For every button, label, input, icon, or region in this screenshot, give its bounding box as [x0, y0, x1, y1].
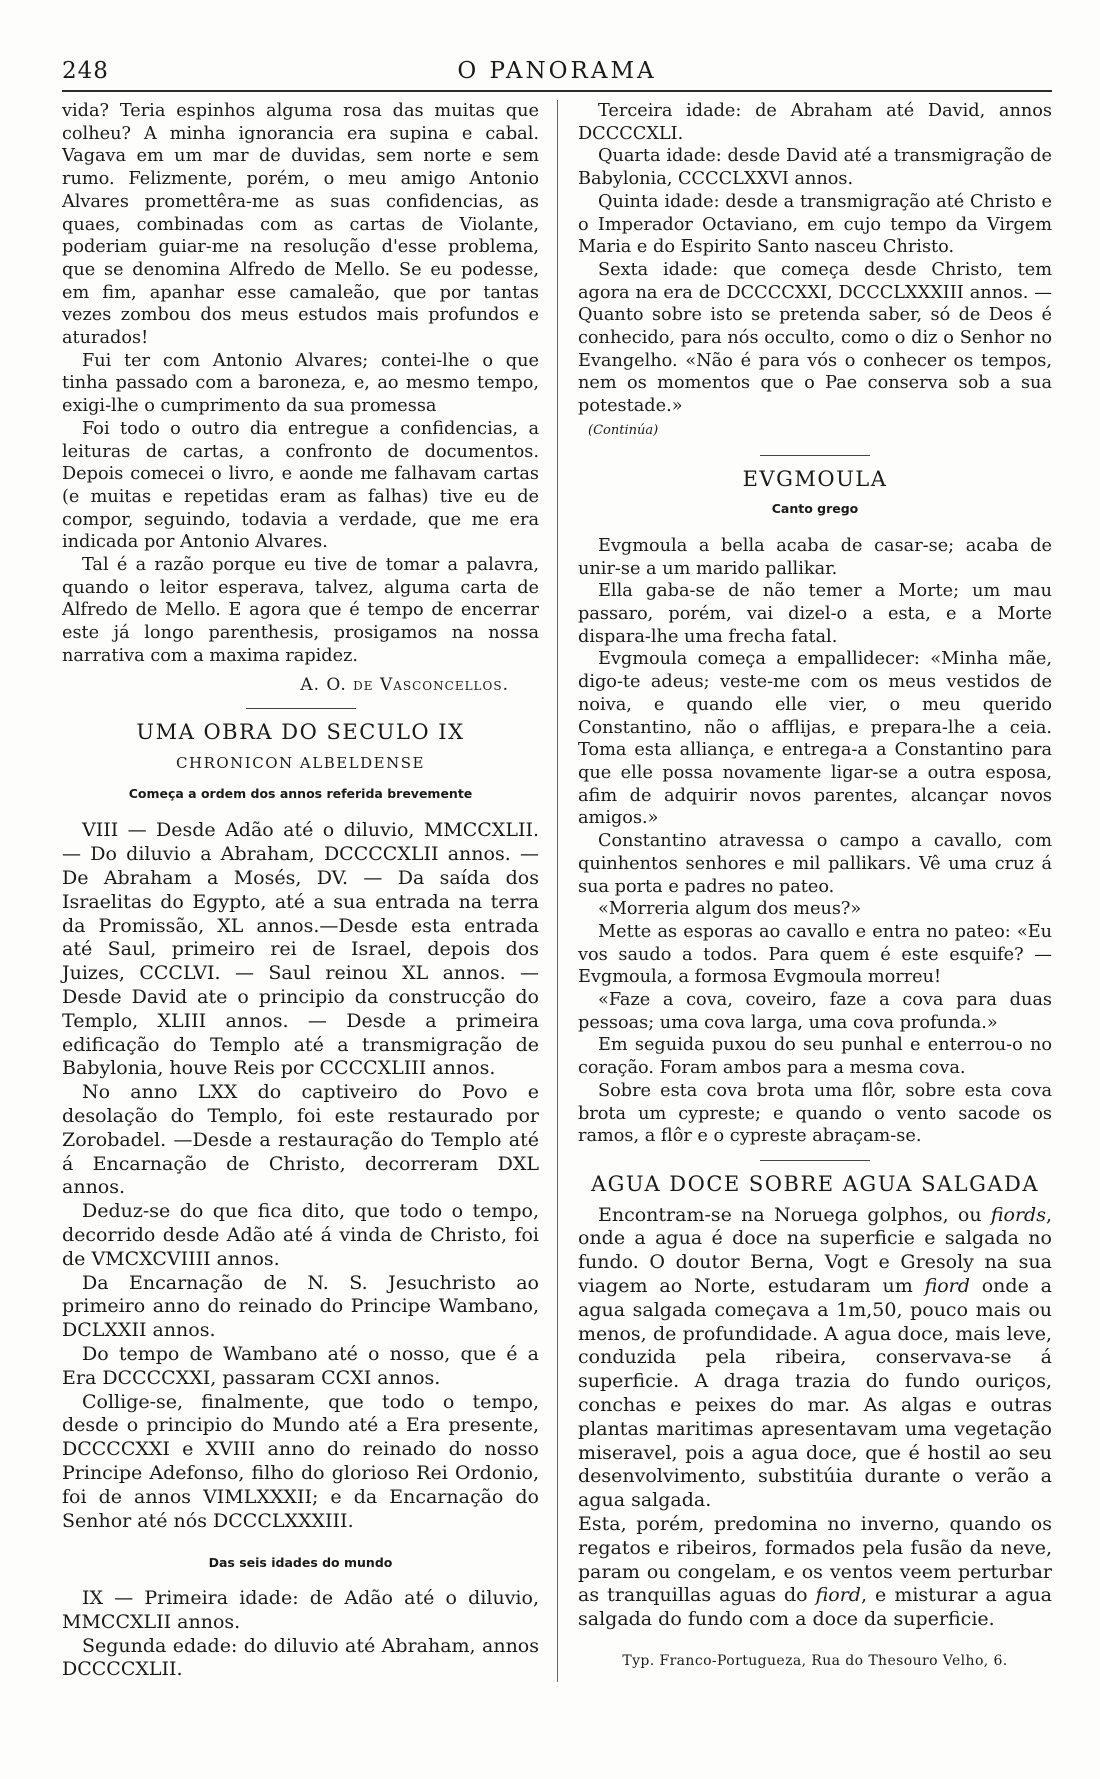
- text-run: Esta, porém, predomina no inverno, quando os regatos e ribeiros, formados pela fusão da neve, param ou congelam, e os ventos veem perturbar as tranquillas aguas do: [578, 1513, 1052, 1607]
- italic-term: fiord: [815, 1584, 861, 1607]
- paragraph: VIII — Desde Adão até o diluvio, MMCCXLII. — Do diluvio a Abraham, DCCCCXLII annos. — De Abraham a Mosés, DV. — Da saída dos Israelitas do Egypto, até a sua entrada na terra da Promissão, XL annos.—Desde esta entrada até Saul, primeiro rei de Israel, depois dos Juizes, CCCLVI. — Saul reinou XL annos. — Desde David ate o principio da construcção do Templo, XLIII annos. — Desde a primeira edificação do Templo até a transmigração de Babylonia, houve Reis por CCCCXLIII annos.: [62, 819, 539, 1080]
- article-title-agua-doce: AGUA DOCE SOBRE AGUA SALGADA: [590, 1171, 1040, 1196]
- subheading-six-ages: Das seis idades do mundo: [208, 1555, 393, 1571]
- paragraph: Quarta idade: desde David até a transmigração de Babylonia, CCCCLXXVI annos.: [578, 146, 1052, 190]
- paragraph: vida? Teria espinhos alguma rosa das muitas que colheu? A minha ignorancia era supina e cabal. Vagava em um mar de duvidas, sem norte e sem rumo. Felizmente, porém, o meu amigo Antonio Alvares promettêra-me as suas confidencias, as quaes, combinadas com as cartas de Violante, poderiam guiar-me na resolução d'esse problema, que se denomina Alfredo de Mello. Se eu podesse, em fim, apanhar esse camaleão, que por tantas vezes zombou dos meus estudos mais profundos e aturados!: [62, 101, 539, 349]
- paragraph: [578, 1204, 1052, 1513]
- article-title-chronicon: UMA OBRA DO SECULO IX: [136, 720, 465, 745]
- author-signature: A. O. de Vasconcellos.: [300, 674, 509, 695]
- paragraph: IX — Primeira idade: de Adão até o diluvio, MMCCXLII annos.: [62, 1587, 539, 1633]
- paragraph: Da Encarnação de N. S. Jesuchristo ao primeiro anno do reinado do Principe Wambano, DCLXXII annos.: [62, 1271, 539, 1342]
- paragraph: «Morreria algum dos meus?»: [598, 899, 862, 920]
- paragraph: Evgmoula a bella acaba de casar-se; acaba de unir-se a um marido pallikar.: [578, 535, 1052, 579]
- right-column: [557, 100, 1052, 1682]
- text-run: , e misturar a agua salgada do fundo com a doce da superficie.: [578, 1584, 1052, 1631]
- italic-term: fiord: [924, 1275, 970, 1298]
- paragraph: Foi todo o outro dia entregue a confidencias, a leituras de cartas, a confronto de documentos. Depois comecei o livro, e aonde me falhavam cartas (e muitas e repetidas eram as falhas) tive eu de compor, seguindo, todavia a verdade, que me era indicada por Antonio Alvares.: [62, 418, 539, 553]
- printer-imprint: Typ. Franco-Portugueza, Rua do Thesouro Velho, 6.: [622, 1652, 1008, 1669]
- section-divider: [760, 455, 870, 456]
- section-divider: [760, 1160, 870, 1161]
- article-note: Começa a ordem dos annos referida brevemente: [128, 785, 473, 801]
- agua-doce-body: [578, 1204, 1052, 1632]
- chronicon-body: [62, 819, 539, 1682]
- paragraph: Evgmoula começa a empallidecer: «Minha mãe, digo-te adeus; veste-me com os meus vestidos de noiva, e quando elle vier, o meu querido Constantino, não o afflijas, e prepara-lhe a ceia. Toma esta alliança, e entrega-a a Constantino para que elle possa novamente ligar-se a outra esposa, afim de adquirir novos parentes, alcançar novos amigos.»: [578, 649, 1052, 829]
- italic-term: fiords: [990, 1203, 1046, 1226]
- text-run: Encontram-se na Noruega golphos, ou: [598, 1203, 991, 1226]
- paragraph: Collige-se, finalmente, que todo o tempo, desde o principio do Mundo até a Era presente, DCCCCXXI e XVIII anno do reinado do nosso Principe Adefonso, filho do glorioso Rei Ordonio, foi de annos VIMLXXXII; e da Encarnação do Senhor até nós DCCCLXXXIII.: [62, 1390, 539, 1532]
- paragraph: [578, 1513, 1052, 1632]
- paragraph: Constantino atravessa o campo a cavallo, com quinhentos senhores e mil pallikars. Vê uma cruz á sua porta e padres no pateo.: [578, 831, 1052, 897]
- paragraph: «Faze a cova, coveiro, faze a cova para duas pessoas; uma cova larga, uma cova profunda.»: [578, 990, 1052, 1033]
- paragraph: Do tempo de Wambano até o nosso, que é a Era DCCCCXXI, passaram CCXI annos.: [62, 1342, 539, 1389]
- page-number: 248: [62, 58, 109, 84]
- article-subtitle-chronicon: CHRONICON ALBELDENSE: [176, 753, 425, 772]
- paragraph: Sexta idade: que começa desde Christo, tem agora na era de DCCCCXXI, DCCCLXXXIII annos. — Quanto sobre isto se pretenda saber, só de Deos é conhecido, para nós occulto, como o diz o Senhor no Evangelho. «Não é para vós o conhecer os tempos, nem os momentos que o Pae conserva sob a sua potestade.»: [578, 259, 1052, 417]
- text-columns: [62, 100, 1052, 1682]
- paragraph: Quinta idade: desde a transmigração até Christo e o Imperador Octaviano, em cujo tempo da Virgem Maria e do Espirito Santo nasceu Christo.: [578, 191, 1052, 258]
- paragraph: No anno LXX do captiveiro do Povo e desolação do Templo, foi este restaurado por Zorobadel. —Desde a restauração do Templo até á Encarnação de Christo, decorreram DXL annos.: [62, 1081, 539, 1199]
- paragraph: Sobre esta cova brota uma flôr, sobre esta cova brota um cypreste; e quando o vento sacode os ramos, a flôr e o cypreste abraçam-se.: [578, 1080, 1052, 1147]
- running-head: [62, 50, 1052, 92]
- paragraph: Deduz-se do que fica dito, que todo o tempo, decorrido desde Adão até á vinda de Christo, foi de VMCXCVIIII annos.: [62, 1200, 539, 1270]
- text-run: , onde a agua é doce na superficie e salgada no fundo. O doutor Berna, Vogt e Gresoly na sua viagem ao Norte, estudaram um: [578, 1203, 1052, 1298]
- article-title-evgmoula: EVGMOULA: [742, 466, 888, 491]
- paragraph: Terceira idade: de Abraham até David, annos DCCCCXLI.: [578, 101, 1052, 144]
- paragraph: Mette as esporas ao cavallo e entra no pateo: «Eu vos saudo a todos. Para quem é este esquife? — Evgmoula, a formosa Evgmoula morreu!: [578, 921, 1052, 988]
- text-run: onde a agua salgada começava a 1m,50, pouco mais ou menos, de profundidade. A agua doce, mais leve, conduzida pela ribeira, conservava-se á superficie. A draga trazia do fundo ouriços, conchas e peixes do mar. As algas e outras plantas maritimas apresentavam uma vegetação miseravel, pois a agua doce, que é hostil ao seu desenvolvimento, substitúia durante o verão a agua salgada.: [578, 1275, 1052, 1512]
- section-divider: [246, 708, 356, 709]
- paragraph: Tal é a razão porque eu tive de tomar a palavra, quando o leitor esperava, talvez, alguma carta de Alfredo de Mello. E agora que é tempo de encerrar este já longo parenthesis, prosigamos na nossa narrativa com a maxima rapidez.: [62, 555, 539, 666]
- paragraph: Segunda edade: do diluvio até Abraham, annos DCCCCXLII.: [62, 1634, 539, 1681]
- paragraph: Ella gaba-se de não temer a Morte; um mau passaro, porém, vai dizel-o a esta, e a Morte dispara-lhe uma frecha fatal.: [578, 581, 1052, 647]
- journal-title: O PANORAMA: [457, 58, 657, 84]
- left-column: [62, 100, 557, 1682]
- article-subtitle-evgmoula: Canto grego: [771, 501, 859, 517]
- paragraph: Em seguida puxou do seu punhal e enterrou-o no coração. Foram ambos para a mesma cova.: [578, 1035, 1052, 1079]
- continua-note: (Continúa): [588, 422, 659, 438]
- paragraph: Fui ter com Antonio Alvares; contei-lhe o que tinha passado com a baroneza, e, ao mesmo tempo, exigi-lhe o cumprimento da sua promessa: [62, 350, 539, 417]
